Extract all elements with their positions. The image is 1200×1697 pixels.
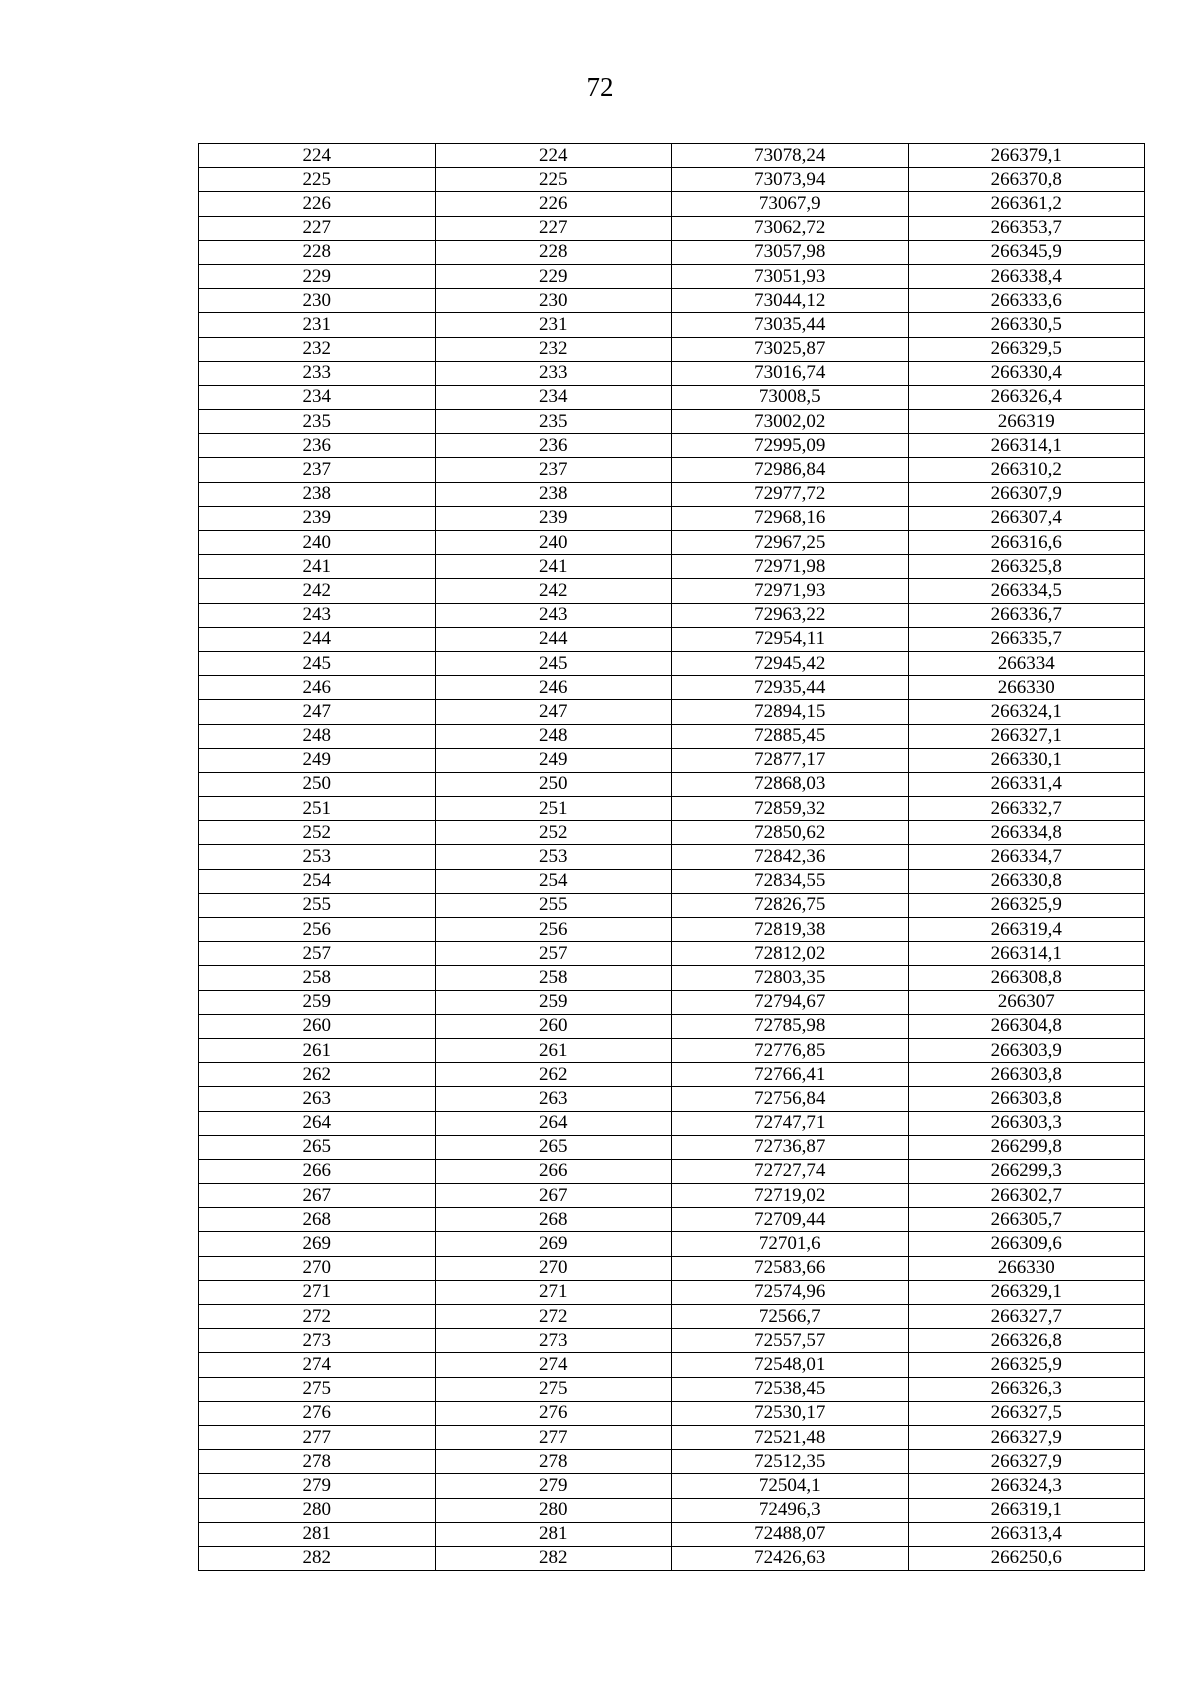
table-row (199, 1522, 1145, 1546)
y-coordinate-cell: 266325,9 (908, 1353, 1145, 1377)
y-coordinate-cell: 266332,7 (908, 797, 1145, 821)
point-number-cell: 239 (199, 506, 436, 530)
table-row (199, 482, 1145, 506)
table-row (199, 1498, 1145, 1522)
table-row (199, 821, 1145, 845)
y-coordinate-cell: 266314,1 (908, 434, 1145, 458)
y-coordinate-cell: 266304,8 (908, 1014, 1145, 1038)
table-row (199, 1208, 1145, 1232)
point-number-cell: 250 (199, 772, 436, 796)
y-coordinate-cell: 266325,9 (908, 893, 1145, 917)
x-coordinate-cell: 73073,94 (672, 168, 909, 192)
point-number-cell: 241 (199, 555, 436, 579)
point-number-cell: 255 (199, 893, 436, 917)
y-coordinate-cell: 266327,9 (908, 1450, 1145, 1474)
y-coordinate-cell: 266361,2 (908, 192, 1145, 216)
table-row (199, 869, 1145, 893)
point-id-cell: 264 (435, 1111, 672, 1135)
point-number-cell: 229 (199, 264, 436, 288)
point-id-cell: 258 (435, 966, 672, 990)
point-id-cell: 276 (435, 1401, 672, 1425)
point-id-cell: 273 (435, 1329, 672, 1353)
table-row (199, 966, 1145, 990)
point-number-cell: 232 (199, 337, 436, 361)
point-number-cell: 271 (199, 1280, 436, 1304)
y-coordinate-cell: 266326,4 (908, 385, 1145, 409)
point-id-cell: 244 (435, 627, 672, 651)
table-row (199, 264, 1145, 288)
point-id-cell: 251 (435, 797, 672, 821)
point-number-cell: 228 (199, 240, 436, 264)
point-id-cell: 256 (435, 918, 672, 942)
point-number-cell: 242 (199, 579, 436, 603)
y-coordinate-cell: 266335,7 (908, 627, 1145, 651)
x-coordinate-cell: 72971,93 (672, 579, 909, 603)
x-coordinate-cell: 72512,35 (672, 1450, 909, 1474)
table-row (199, 676, 1145, 700)
point-number-cell: 230 (199, 289, 436, 313)
table-row (199, 1401, 1145, 1425)
y-coordinate-cell: 266331,4 (908, 772, 1145, 796)
y-coordinate-cell: 266309,6 (908, 1232, 1145, 1256)
point-number-cell: 251 (199, 797, 436, 821)
point-number-cell: 274 (199, 1353, 436, 1377)
table-row (199, 990, 1145, 1014)
x-coordinate-cell: 72954,11 (672, 627, 909, 651)
point-number-cell: 234 (199, 385, 436, 409)
point-id-cell: 236 (435, 434, 672, 458)
table-row (199, 1159, 1145, 1183)
y-coordinate-cell: 266329,5 (908, 337, 1145, 361)
x-coordinate-cell: 72819,38 (672, 918, 909, 942)
x-coordinate-cell: 72574,96 (672, 1280, 909, 1304)
point-id-cell: 228 (435, 240, 672, 264)
point-id-cell: 233 (435, 361, 672, 385)
x-coordinate-cell: 73008,5 (672, 385, 909, 409)
y-coordinate-cell: 266307,4 (908, 506, 1145, 530)
point-number-cell: 246 (199, 676, 436, 700)
point-id-cell: 260 (435, 1014, 672, 1038)
point-number-cell: 272 (199, 1305, 436, 1329)
y-coordinate-cell: 266324,3 (908, 1474, 1145, 1498)
y-coordinate-cell: 266334,7 (908, 845, 1145, 869)
x-coordinate-cell: 72850,62 (672, 821, 909, 845)
x-coordinate-cell: 72967,25 (672, 531, 909, 555)
point-number-cell: 253 (199, 845, 436, 869)
y-coordinate-cell: 266338,4 (908, 264, 1145, 288)
point-number-cell: 281 (199, 1522, 436, 1546)
point-number-cell: 266 (199, 1159, 436, 1183)
y-coordinate-cell: 266370,8 (908, 168, 1145, 192)
table-row (199, 579, 1145, 603)
point-id-cell: 245 (435, 651, 672, 675)
point-number-cell: 270 (199, 1256, 436, 1280)
table-row (199, 1256, 1145, 1280)
point-number-cell: 227 (199, 216, 436, 240)
point-number-cell: 262 (199, 1063, 436, 1087)
x-coordinate-cell: 73062,72 (672, 216, 909, 240)
point-number-cell: 233 (199, 361, 436, 385)
x-coordinate-cell: 72812,02 (672, 942, 909, 966)
y-coordinate-cell: 266303,9 (908, 1038, 1145, 1062)
x-coordinate-cell: 72794,67 (672, 990, 909, 1014)
table-row (199, 410, 1145, 434)
point-id-cell: 281 (435, 1522, 672, 1546)
x-coordinate-cell: 72776,85 (672, 1038, 909, 1062)
x-coordinate-cell: 72583,66 (672, 1256, 909, 1280)
table-row (199, 651, 1145, 675)
y-coordinate-cell: 266330 (908, 1256, 1145, 1280)
point-number-cell: 244 (199, 627, 436, 651)
y-coordinate-cell: 266302,7 (908, 1184, 1145, 1208)
y-coordinate-cell: 266334,8 (908, 821, 1145, 845)
table-row (199, 289, 1145, 313)
point-number-cell: 236 (199, 434, 436, 458)
table-row (199, 1038, 1145, 1062)
y-coordinate-cell: 266327,9 (908, 1425, 1145, 1449)
point-id-cell: 225 (435, 168, 672, 192)
point-number-cell: 224 (199, 144, 436, 168)
x-coordinate-cell: 72826,75 (672, 893, 909, 917)
x-coordinate-cell: 73044,12 (672, 289, 909, 313)
y-coordinate-cell: 266316,6 (908, 531, 1145, 555)
y-coordinate-cell: 266319,4 (908, 918, 1145, 942)
x-coordinate-cell: 72521,48 (672, 1425, 909, 1449)
point-id-cell: 248 (435, 724, 672, 748)
x-coordinate-cell: 72701,6 (672, 1232, 909, 1256)
x-coordinate-cell: 72557,57 (672, 1329, 909, 1353)
x-coordinate-cell: 73035,44 (672, 313, 909, 337)
table-row (199, 192, 1145, 216)
x-coordinate-cell: 72747,71 (672, 1111, 909, 1135)
y-coordinate-cell: 266325,8 (908, 555, 1145, 579)
x-coordinate-cell: 72977,72 (672, 482, 909, 506)
y-coordinate-cell: 266330,4 (908, 361, 1145, 385)
x-coordinate-cell: 72868,03 (672, 772, 909, 796)
point-id-cell: 238 (435, 482, 672, 506)
point-id-cell: 224 (435, 144, 672, 168)
y-coordinate-cell: 266330,1 (908, 748, 1145, 772)
x-coordinate-cell: 73025,87 (672, 337, 909, 361)
x-coordinate-cell: 72945,42 (672, 651, 909, 675)
point-id-cell: 242 (435, 579, 672, 603)
table-row (199, 1184, 1145, 1208)
point-number-cell: 282 (199, 1546, 436, 1570)
x-coordinate-cell: 72885,45 (672, 724, 909, 748)
point-number-cell: 268 (199, 1208, 436, 1232)
x-coordinate-cell: 72538,45 (672, 1377, 909, 1401)
point-id-cell: 275 (435, 1377, 672, 1401)
x-coordinate-cell: 72971,98 (672, 555, 909, 579)
x-coordinate-cell: 72986,84 (672, 458, 909, 482)
y-coordinate-cell: 266327,5 (908, 1401, 1145, 1425)
x-coordinate-cell: 72709,44 (672, 1208, 909, 1232)
table-row (199, 627, 1145, 651)
table-row (199, 337, 1145, 361)
point-id-cell: 255 (435, 893, 672, 917)
x-coordinate-cell: 72766,41 (672, 1063, 909, 1087)
y-coordinate-cell: 266334 (908, 651, 1145, 675)
y-coordinate-cell: 266330 (908, 676, 1145, 700)
point-id-cell: 230 (435, 289, 672, 313)
y-coordinate-cell: 266336,7 (908, 603, 1145, 627)
x-coordinate-cell: 73057,98 (672, 240, 909, 264)
table-row (199, 506, 1145, 530)
y-coordinate-cell: 266319 (908, 410, 1145, 434)
y-coordinate-cell: 266303,8 (908, 1087, 1145, 1111)
table-row (199, 845, 1145, 869)
point-number-cell: 267 (199, 1184, 436, 1208)
x-coordinate-cell: 72935,44 (672, 676, 909, 700)
table-row (199, 724, 1145, 748)
x-coordinate-cell: 72968,16 (672, 506, 909, 530)
point-number-cell: 249 (199, 748, 436, 772)
point-id-cell: 263 (435, 1087, 672, 1111)
table-row (199, 1135, 1145, 1159)
y-coordinate-cell: 266327,7 (908, 1305, 1145, 1329)
y-coordinate-cell: 266307 (908, 990, 1145, 1014)
x-coordinate-cell: 72488,07 (672, 1522, 909, 1546)
table-row (199, 1425, 1145, 1449)
point-id-cell: 227 (435, 216, 672, 240)
point-number-cell: 252 (199, 821, 436, 845)
y-coordinate-cell: 266324,1 (908, 700, 1145, 724)
point-id-cell: 231 (435, 313, 672, 337)
point-id-cell: 239 (435, 506, 672, 530)
y-coordinate-cell: 266329,1 (908, 1280, 1145, 1304)
y-coordinate-cell: 266303,8 (908, 1063, 1145, 1087)
point-number-cell: 265 (199, 1135, 436, 1159)
point-id-cell: 247 (435, 700, 672, 724)
point-number-cell: 225 (199, 168, 436, 192)
point-number-cell: 260 (199, 1014, 436, 1038)
x-coordinate-cell: 73002,02 (672, 410, 909, 434)
point-number-cell: 275 (199, 1377, 436, 1401)
point-id-cell: 240 (435, 531, 672, 555)
point-id-cell: 267 (435, 1184, 672, 1208)
y-coordinate-cell: 266307,9 (908, 482, 1145, 506)
coordinates-table-body (199, 144, 1145, 1571)
table-row (199, 1474, 1145, 1498)
table-row (199, 772, 1145, 796)
table-row (199, 1546, 1145, 1570)
point-id-cell: 246 (435, 676, 672, 700)
x-coordinate-cell: 72426,63 (672, 1546, 909, 1570)
y-coordinate-cell: 266353,7 (908, 216, 1145, 240)
point-id-cell: 277 (435, 1425, 672, 1449)
point-number-cell: 226 (199, 192, 436, 216)
table-row (199, 555, 1145, 579)
x-coordinate-cell: 72504,1 (672, 1474, 909, 1498)
x-coordinate-cell: 72785,98 (672, 1014, 909, 1038)
x-coordinate-cell: 72530,17 (672, 1401, 909, 1425)
point-id-cell: 241 (435, 555, 672, 579)
table-row (199, 1063, 1145, 1087)
point-id-cell: 278 (435, 1450, 672, 1474)
y-coordinate-cell: 266330,5 (908, 313, 1145, 337)
x-coordinate-cell: 73078,24 (672, 144, 909, 168)
coordinates-table (198, 143, 1145, 1571)
y-coordinate-cell: 266250,6 (908, 1546, 1145, 1570)
point-id-cell: 254 (435, 869, 672, 893)
point-id-cell: 232 (435, 337, 672, 361)
point-number-cell: 237 (199, 458, 436, 482)
point-id-cell: 265 (435, 1135, 672, 1159)
table-row (199, 313, 1145, 337)
point-number-cell: 263 (199, 1087, 436, 1111)
table-row (199, 603, 1145, 627)
point-number-cell: 264 (199, 1111, 436, 1135)
point-number-cell: 247 (199, 700, 436, 724)
table-row (199, 385, 1145, 409)
table-row (199, 893, 1145, 917)
point-id-cell: 274 (435, 1353, 672, 1377)
table-row (199, 240, 1145, 264)
table-row (199, 168, 1145, 192)
table-row (199, 1232, 1145, 1256)
point-number-cell: 240 (199, 531, 436, 555)
y-coordinate-cell: 266313,4 (908, 1522, 1145, 1546)
y-coordinate-cell: 266303,3 (908, 1111, 1145, 1135)
table-row (199, 1305, 1145, 1329)
x-coordinate-cell: 72834,55 (672, 869, 909, 893)
point-number-cell: 243 (199, 603, 436, 627)
x-coordinate-cell: 72727,74 (672, 1159, 909, 1183)
x-coordinate-cell: 72894,15 (672, 700, 909, 724)
point-id-cell: 282 (435, 1546, 672, 1570)
x-coordinate-cell: 72756,84 (672, 1087, 909, 1111)
table-row (199, 918, 1145, 942)
point-number-cell: 245 (199, 651, 436, 675)
x-coordinate-cell: 72859,32 (672, 797, 909, 821)
point-id-cell: 259 (435, 990, 672, 1014)
point-id-cell: 252 (435, 821, 672, 845)
point-id-cell: 271 (435, 1280, 672, 1304)
y-coordinate-cell: 266345,9 (908, 240, 1145, 264)
point-number-cell: 280 (199, 1498, 436, 1522)
point-id-cell: 229 (435, 264, 672, 288)
point-number-cell: 259 (199, 990, 436, 1014)
table-row (199, 1280, 1145, 1304)
y-coordinate-cell: 266299,3 (908, 1159, 1145, 1183)
point-id-cell: 250 (435, 772, 672, 796)
x-coordinate-cell: 72719,02 (672, 1184, 909, 1208)
table-row (199, 1329, 1145, 1353)
point-id-cell: 243 (435, 603, 672, 627)
point-number-cell: 254 (199, 869, 436, 893)
table-row (199, 458, 1145, 482)
point-id-cell: 234 (435, 385, 672, 409)
point-number-cell: 279 (199, 1474, 436, 1498)
point-number-cell: 278 (199, 1450, 436, 1474)
x-coordinate-cell: 73051,93 (672, 264, 909, 288)
x-coordinate-cell: 72736,87 (672, 1135, 909, 1159)
point-number-cell: 256 (199, 918, 436, 942)
x-coordinate-cell: 73067,9 (672, 192, 909, 216)
point-id-cell: 237 (435, 458, 672, 482)
point-id-cell: 279 (435, 1474, 672, 1498)
table-row (199, 531, 1145, 555)
x-coordinate-cell: 72842,36 (672, 845, 909, 869)
point-id-cell: 268 (435, 1208, 672, 1232)
x-coordinate-cell: 72963,22 (672, 603, 909, 627)
y-coordinate-cell: 266310,2 (908, 458, 1145, 482)
table-row (199, 1014, 1145, 1038)
x-coordinate-cell: 72566,7 (672, 1305, 909, 1329)
point-number-cell: 257 (199, 942, 436, 966)
table-row (199, 434, 1145, 458)
point-id-cell: 280 (435, 1498, 672, 1522)
table-row (199, 748, 1145, 772)
y-coordinate-cell: 266299,8 (908, 1135, 1145, 1159)
table-row (199, 1377, 1145, 1401)
table-row (199, 797, 1145, 821)
point-number-cell: 235 (199, 410, 436, 434)
point-id-cell: 270 (435, 1256, 672, 1280)
point-id-cell: 257 (435, 942, 672, 966)
x-coordinate-cell: 72496,3 (672, 1498, 909, 1522)
y-coordinate-cell: 266326,8 (908, 1329, 1145, 1353)
point-id-cell: 266 (435, 1159, 672, 1183)
point-id-cell: 261 (435, 1038, 672, 1062)
point-number-cell: 258 (199, 966, 436, 990)
point-number-cell: 238 (199, 482, 436, 506)
point-number-cell: 273 (199, 1329, 436, 1353)
y-coordinate-cell: 266327,1 (908, 724, 1145, 748)
y-coordinate-cell: 266334,5 (908, 579, 1145, 603)
table-row (199, 144, 1145, 168)
x-coordinate-cell: 72548,01 (672, 1353, 909, 1377)
y-coordinate-cell: 266319,1 (908, 1498, 1145, 1522)
x-coordinate-cell: 73016,74 (672, 361, 909, 385)
table-row (199, 1111, 1145, 1135)
y-coordinate-cell: 266330,8 (908, 869, 1145, 893)
table-row (199, 1450, 1145, 1474)
point-number-cell: 269 (199, 1232, 436, 1256)
y-coordinate-cell: 266305,7 (908, 1208, 1145, 1232)
x-coordinate-cell: 72803,35 (672, 966, 909, 990)
table-row (199, 700, 1145, 724)
y-coordinate-cell: 266326,3 (908, 1377, 1145, 1401)
table-row (199, 942, 1145, 966)
y-coordinate-cell: 266308,8 (908, 966, 1145, 990)
point-id-cell: 235 (435, 410, 672, 434)
x-coordinate-cell: 72995,09 (672, 434, 909, 458)
point-number-cell: 248 (199, 724, 436, 748)
x-coordinate-cell: 72877,17 (672, 748, 909, 772)
y-coordinate-cell: 266379,1 (908, 144, 1145, 168)
table-row (199, 1353, 1145, 1377)
point-number-cell: 231 (199, 313, 436, 337)
table-row (199, 1087, 1145, 1111)
point-id-cell: 249 (435, 748, 672, 772)
point-number-cell: 276 (199, 1401, 436, 1425)
y-coordinate-cell: 266333,6 (908, 289, 1145, 313)
y-coordinate-cell: 266314,1 (908, 942, 1145, 966)
page-number: 72 (586, 72, 614, 102)
point-number-cell: 261 (199, 1038, 436, 1062)
point-id-cell: 272 (435, 1305, 672, 1329)
point-number-cell: 277 (199, 1425, 436, 1449)
point-id-cell: 269 (435, 1232, 672, 1256)
table-row (199, 361, 1145, 385)
point-id-cell: 262 (435, 1063, 672, 1087)
point-id-cell: 253 (435, 845, 672, 869)
table-row (199, 216, 1145, 240)
point-id-cell: 226 (435, 192, 672, 216)
